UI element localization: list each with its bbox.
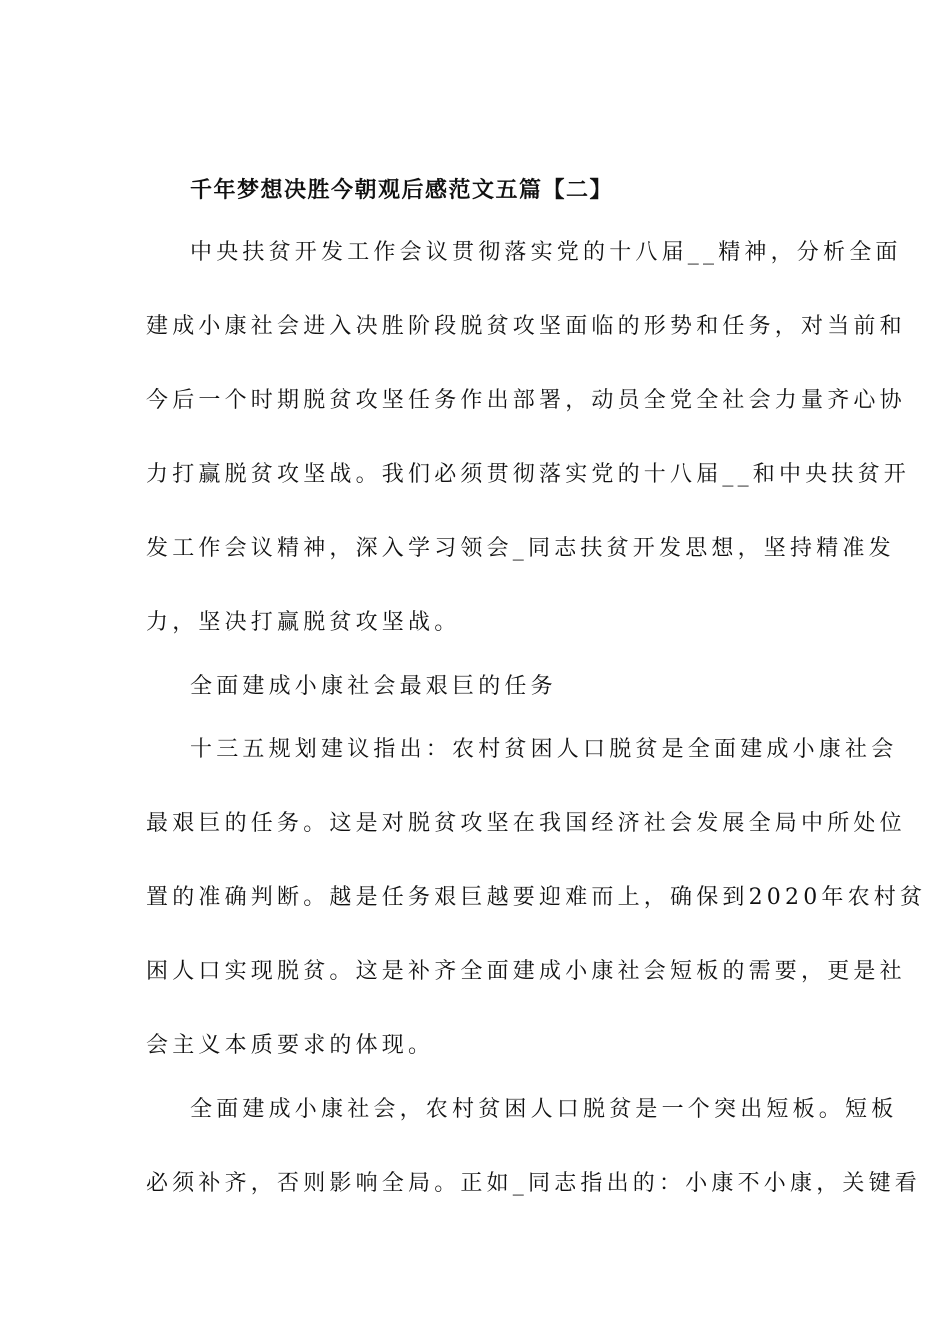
paragraph-line: 困人口实现脱贫。这是补齐全面建成小康社会短板的需要，更是社: [146, 959, 906, 984]
document-title: 千年梦想决胜今朝观后感范文五篇【二】: [190, 177, 614, 203]
section-heading: 全面建成小康社会最艰巨的任务: [190, 674, 557, 699]
paragraph-line: 最艰巨的任务。这是对脱贫攻坚在我国经济社会发展全局中所处位: [146, 811, 906, 836]
paragraph-line: 中央扶贫开发工作会议贯彻落实党的十八届__精神，分析全面: [190, 240, 902, 265]
paragraph-line: 力，坚决打赢脱贫攻坚战。: [146, 610, 461, 635]
paragraph-line: 今后一个时期脱贫攻坚任务作出部署，动员全党全社会力量齐心协: [146, 388, 906, 413]
paragraph-line: 会主义本质要求的体现。: [146, 1033, 435, 1058]
paragraph-line: 全面建成小康社会，农村贫困人口脱贫是一个突出短板。短板: [190, 1097, 898, 1122]
paragraph-line: 力打赢脱贫攻坚战。我们必须贯彻落实党的十八届__和中央扶贫开: [146, 462, 911, 487]
paragraph-line: 建成小康社会进入决胜阶段脱贫攻坚面临的形势和任务，对当前和: [146, 314, 906, 339]
paragraph-line: 必须补齐，否则影响全局。正如_同志指出的：小康不小康，关键看: [146, 1171, 922, 1196]
paragraph-line: 十三五规划建议指出：农村贫困人口脱贫是全面建成小康社会: [190, 737, 898, 762]
paragraph-line: 置的准确判断。越是任务艰巨越要迎难而上，确保到2020年农村贫: [146, 885, 927, 910]
paragraph-line: 发工作会议精神，深入学习领会_同志扶贫开发思想，坚持精准发: [146, 536, 895, 561]
